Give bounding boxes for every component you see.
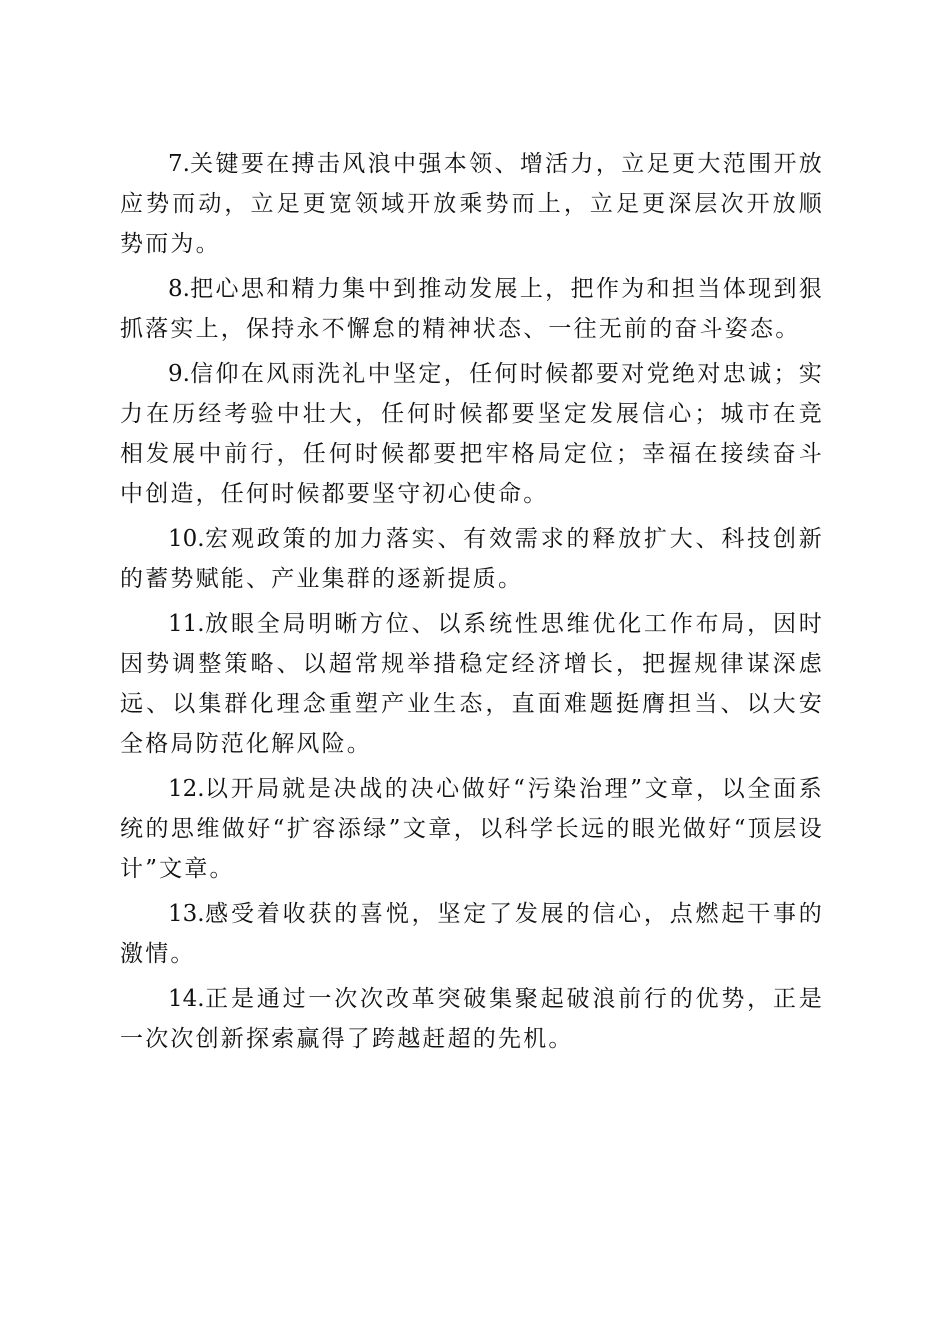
paragraph-number: 12. — [168, 776, 205, 802]
paragraph-12 — [120, 769, 824, 889]
paragraph-text: 正是通过一次次改革突破集聚起破浪前行的优势，正是一次次创新探索赢得了跨越赶超的先机。 — [120, 986, 824, 1052]
paragraph-number: 11. — [168, 611, 205, 637]
paragraph-9 — [120, 354, 824, 514]
paragraph-7 — [120, 144, 824, 264]
paragraph-text: 以开局就是决战的决心做好“污染治理”文章，以全面系统的思维做好“扩容添绿”文章，以科学长远的眼光做好“顶层设计”文章。 — [120, 776, 824, 882]
paragraph-text: 放眼全局明晰方位、以系统性思维优化工作布局，因时因势调整策略、以超常规举措稳定经济增长，把握规律谋深虑远、以集群化理念重塑产业生态，直面难题挺膺担当、以大安全格局防范化解风险。 — [120, 611, 824, 757]
paragraph-text: 宏观政策的加力落实、有效需求的释放扩大、科技创新的蓄势赋能、产业集群的逐新提质。 — [120, 526, 824, 592]
document-body — [120, 144, 824, 1059]
paragraph-number: 14. — [168, 986, 205, 1012]
paragraph-number: 9. — [168, 361, 190, 387]
paragraph-text: 关键要在搏击风浪中强本领、增活力，立足更大范围开放应势而动，立足更宽领域开放乘势而上，立足更深层次开放顺势而为。 — [120, 151, 824, 257]
paragraph-text: 信仰在风雨洗礼中坚定，任何时候都要对党绝对忠诚；实力在历经考验中壮大，任何时候都要坚定发展信心；城市在竞相发展中前行，任何时候都要把牢格局定位；幸福在接续奋斗中创造，任何时候都要坚守初心使命。 — [120, 361, 824, 507]
paragraph-10 — [120, 519, 824, 599]
paragraph-number: 13. — [168, 901, 205, 927]
paragraph-13 — [120, 894, 824, 974]
paragraph-11 — [120, 604, 824, 764]
paragraph-number: 10. — [168, 526, 205, 552]
paragraph-14 — [120, 979, 824, 1059]
paragraph-text: 把心思和精力集中到推动发展上，把作为和担当体现到狠抓落实上，保持永不懈怠的精神状态、一往无前的奋斗姿态。 — [120, 276, 824, 342]
paragraph-number: 8. — [168, 276, 190, 302]
paragraph-number: 7. — [168, 151, 190, 177]
paragraph-text: 感受着收获的喜悦，坚定了发展的信心，点燃起干事的激情。 — [120, 901, 824, 967]
paragraph-8 — [120, 269, 824, 349]
